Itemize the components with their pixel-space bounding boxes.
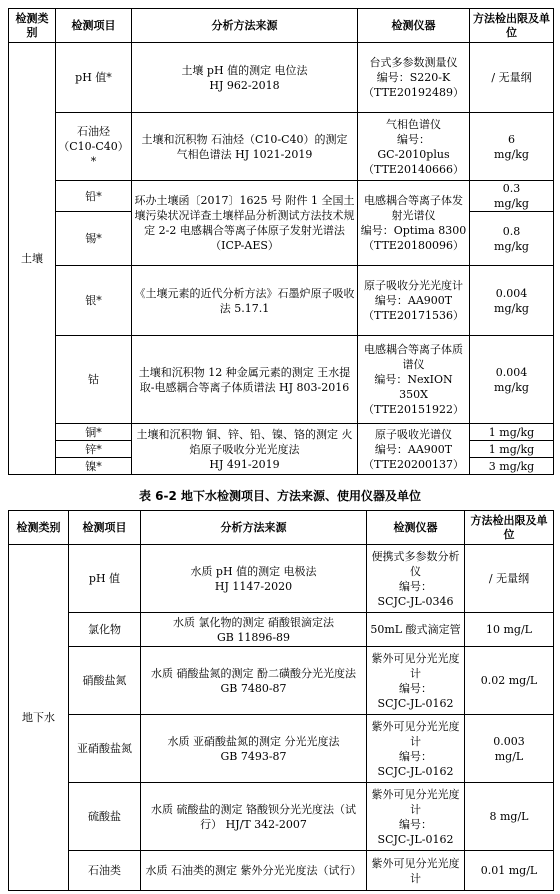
- header-category: 检测类别: [9, 511, 69, 545]
- method-cell: 土壤和沉积物 12 种金属元素的测定 王水提取-电感耦合等离子体质谱法 HJ 803-2016: [132, 336, 358, 424]
- limit-cell: 1 mg/kg: [470, 441, 554, 458]
- instrument-cell: 紫外可见分光光度计 编号： SCJC-JL-0162: [367, 783, 465, 851]
- table-row: [9, 783, 554, 851]
- table-row: [9, 647, 554, 715]
- limit-cell: / 无量纲: [470, 43, 554, 113]
- limit-cell: 0.02 mg/L: [465, 647, 554, 715]
- item-cell: 亚硝酸盐氮: [69, 715, 141, 783]
- limit-cell: 0.003 mg/L: [465, 715, 554, 783]
- instrument-cell: 电感耦合等离子体质谱仪 编号：NexION 350X （TTE20151922）: [358, 336, 470, 424]
- limit-cell: 1 mg/kg: [470, 424, 554, 441]
- item-cell: 锌*: [56, 441, 132, 458]
- item-cell: pH 值: [69, 545, 141, 613]
- method-cell: 水质 pH 值的测定 电极法 HJ 1147-2020: [141, 545, 367, 613]
- limit-cell: 10 mg/L: [465, 613, 554, 647]
- item-cell: 氯化物: [69, 613, 141, 647]
- header-method: 分析方法来源: [141, 511, 367, 545]
- category-cell: 土壤: [9, 43, 56, 475]
- header-item: 检测项目: [56, 9, 132, 43]
- item-cell: 石油类: [69, 851, 141, 891]
- table-row: [9, 613, 554, 647]
- table-row: [9, 181, 554, 212]
- instrument-cell: 电感耦合等离子体发射光谱仪 编号：Optima 8300 （TTE20180096）: [358, 181, 470, 266]
- table-row: [9, 336, 554, 424]
- instrument-cell: 便携式多参数分析仪 编号： SCJC-JL-0346: [367, 545, 465, 613]
- header-instrument: 检测仪器: [358, 9, 470, 43]
- category-cell: 地下水: [9, 545, 69, 891]
- table-row: [9, 851, 554, 891]
- item-cell: 硫酸盐: [69, 783, 141, 851]
- method-cell: 土壤和沉积物 石油烃（C10-C40）的测定 气相色谱法 HJ 1021-2019: [132, 113, 358, 181]
- method-cell: 水质 硝酸盐氮的测定 酚二磺酸分光光度法 GB 7480-87: [141, 647, 367, 715]
- item-cell: pH 值*: [56, 43, 132, 113]
- limit-cell: 0.3 mg/kg: [470, 181, 554, 212]
- table-row: [9, 266, 554, 336]
- item-cell: 铜*: [56, 424, 132, 441]
- table-header-row: [9, 9, 554, 43]
- instrument-cell: 50mL 酸式滴定管: [367, 613, 465, 647]
- item-cell: 银*: [56, 266, 132, 336]
- table-row: [9, 715, 554, 783]
- table-row: [9, 43, 554, 113]
- item-cell: 石油烃 （C10-C40） *: [56, 113, 132, 181]
- limit-cell: 3 mg/kg: [470, 458, 554, 475]
- table-caption: 表 6-2 地下水检测项目、方法来源、使用仪器及单位: [138, 489, 422, 503]
- limit-cell: 0.8 mg/kg: [470, 212, 554, 266]
- method-cell: 土壤 pH 值的测定 电位法 HJ 962-2018: [132, 43, 358, 113]
- method-cell: 土壤和沉积物 铜、锌、铅、镍、铬的测定 火焰原子吸收分光光度法 HJ 491-2019: [132, 424, 358, 475]
- header-limit: 方法检出限及单位: [465, 511, 554, 545]
- method-cell: 水质 硫酸盐的测定 铬酸钡分光光度法（试行） HJ/T 342-2007: [141, 783, 367, 851]
- instrument-cell: 台式多参数测量仪 编号：S220-K （TTE20192489）: [358, 43, 470, 113]
- item-cell: 硝酸盐氮: [69, 647, 141, 715]
- instrument-cell: 紫外可见分光光度计 编号： SCJC-JL-0162: [367, 715, 465, 783]
- header-category: 检测类别: [9, 9, 56, 43]
- item-cell: 镍*: [56, 458, 132, 475]
- instrument-cell: 紫外可见分光光度计: [367, 851, 465, 891]
- method-cell: 水质 亚硝酸盐氮的测定 分光光度法 GB 7493-87: [141, 715, 367, 783]
- table-row: [9, 113, 554, 181]
- table-row: [9, 424, 554, 441]
- method-cell: 水质 氯化物的测定 硝酸银滴定法 GB 11896-89: [141, 613, 367, 647]
- instrument-cell: 气相色谱仪 编号： GC-2010plus （TTE20140666）: [358, 113, 470, 181]
- header-instrument: 检测仪器: [367, 511, 465, 545]
- limit-cell: 6 mg/kg: [470, 113, 554, 181]
- method-cell: 环办土壤函〔2017〕1625 号 附件 1 全国土壤污染状况详查土壤样品分析测试方法技术规定 2-2 电感耦合等离子体原子发射光谱法 （ICP-AES）: [132, 181, 358, 266]
- groundwater-table: [8, 510, 554, 891]
- instrument-cell: 原子吸收分光光度计 编号：AA900T （TTE20171536）: [358, 266, 470, 336]
- table-row: [9, 545, 554, 613]
- method-cell: 水质 石油类的测定 紫外分光光度法（试行）: [141, 851, 367, 891]
- table-header-row: [9, 511, 554, 545]
- soil-table: [8, 8, 554, 475]
- item-cell: 钴: [56, 336, 132, 424]
- limit-cell: 0.01 mg/L: [465, 851, 554, 891]
- header-item: 检测项目: [69, 511, 141, 545]
- header-limit: 方法检出限及单位: [470, 9, 554, 43]
- method-cell: 《土壤元素的近代分析方法》石墨炉原子吸收法 5.17.1: [132, 266, 358, 336]
- item-cell: 铅*: [56, 181, 132, 212]
- header-method: 分析方法来源: [132, 9, 358, 43]
- item-cell: 锡*: [56, 212, 132, 266]
- instrument-cell: 原子吸收光谱仪 编号：AA900T （TTE20200137）: [358, 424, 470, 475]
- instrument-cell: 紫外可见分光光度计 编号： SCJC-JL-0162: [367, 647, 465, 715]
- limit-cell: 0.004 mg/kg: [470, 336, 554, 424]
- limit-cell: 8 mg/L: [465, 783, 554, 851]
- limit-cell: / 无量纲: [465, 545, 554, 613]
- limit-cell: 0.004 mg/kg: [470, 266, 554, 336]
